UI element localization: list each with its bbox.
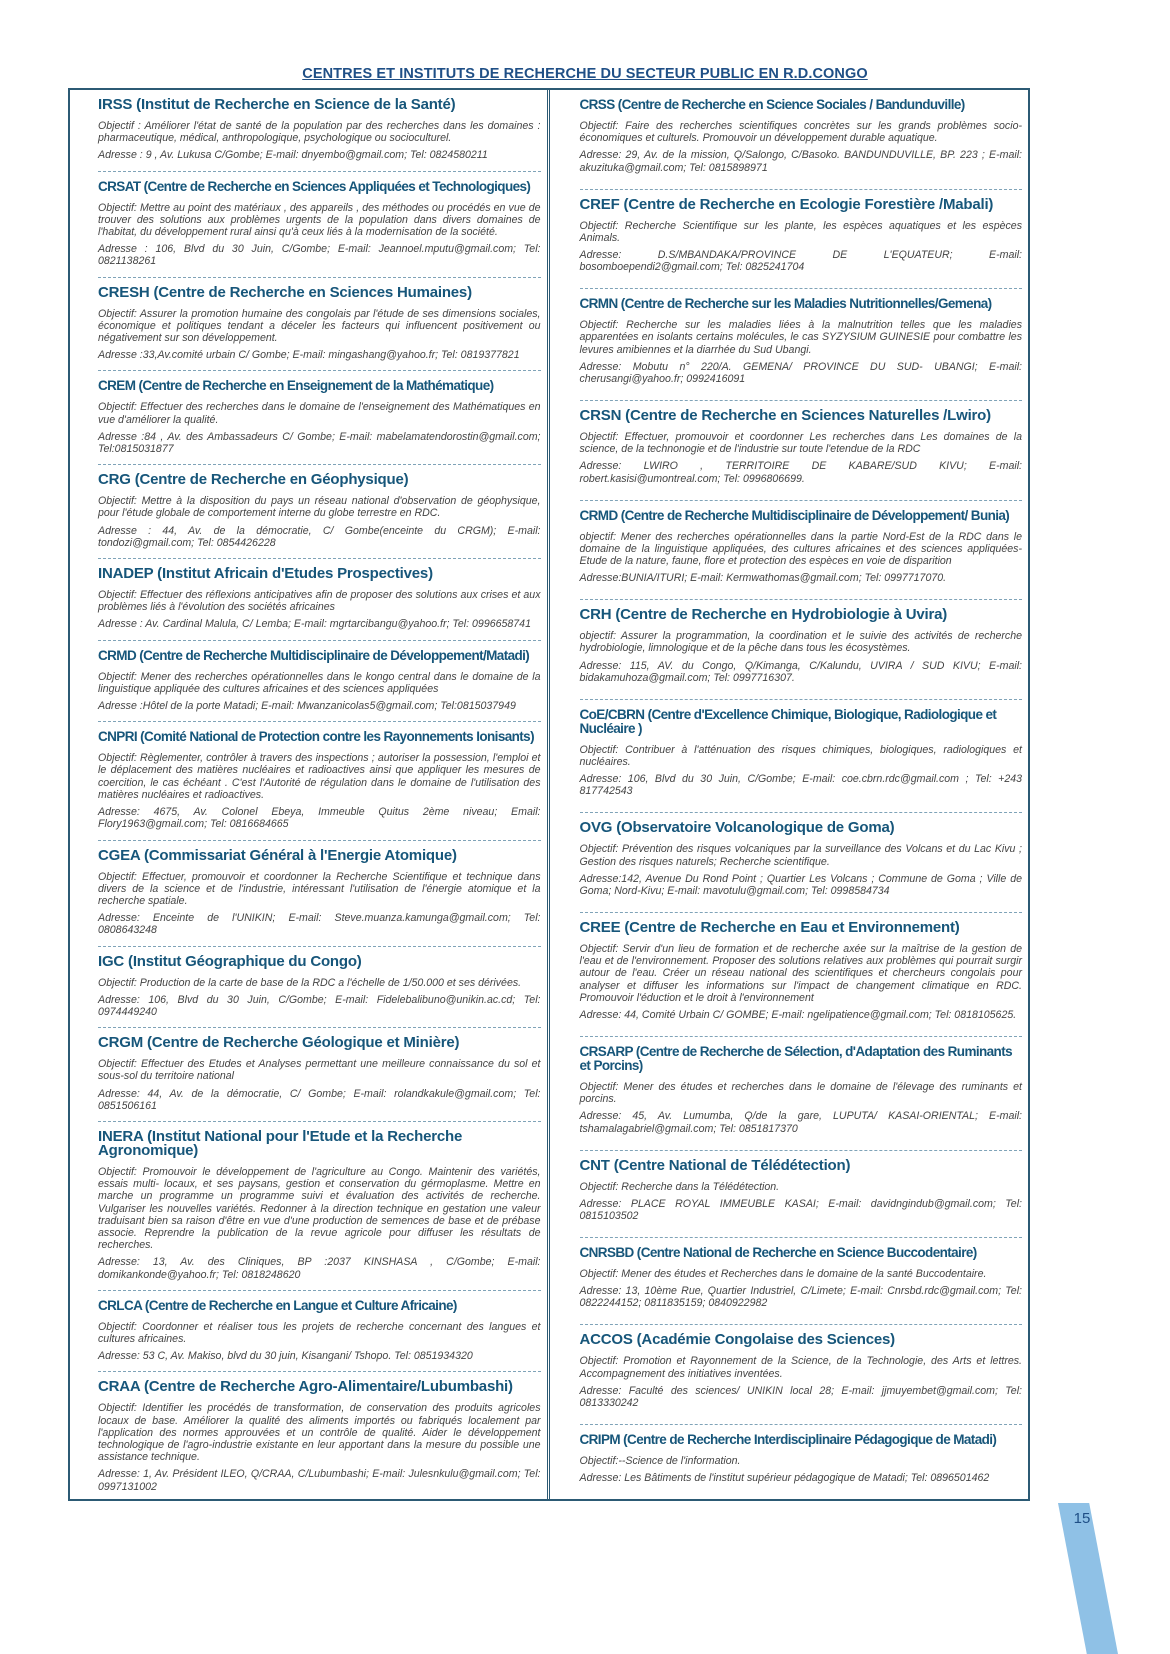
institute-address: Adresse: 29, Av. de la mission, Q/Salongo, C/Basoko. BANDUNDUVILLE, BP. 223 ; E-mail: akuzituka@gmail.com; Tel: 0815898971: [579, 149, 1022, 174]
institute-name: CREE (Centre de Recherche en Eau et Environnement): [579, 918, 960, 936]
institute-name: CREM (Centre de Recherche en Enseignement de la Mathématique): [98, 378, 494, 394]
institute-objective: Objectif: Effectuer des Etudes et Analyses permettant une meilleure connaissance du sol et sous-sol du territoire national: [98, 1058, 541, 1083]
institute-name: ACCOS (Académie Congolaise des Sciences): [579, 1331, 895, 1349]
institute-address: Adresse:142, Avenue Du Rond Point ; Quartier Les Volcans ; Commune de Goma ; Ville de Goma; Nord-Kivu; E-mail: mavotulu@gmail.com; Tel: 0998584734: [579, 872, 1022, 897]
institute-name: CNT (Centre National de Télédétection): [579, 1156, 851, 1174]
institute-address: Adresse: Enceinte de l'UNIKIN; E-mail: Steve.muanza.kamunga@gmail.com; Tel: 0808643248: [98, 912, 541, 937]
institute-entry: [580, 1238, 1023, 1325]
institute-objective: Objectif: Prévention des risques volcaniques par la surveillance des Volcans et du Lac Kivu ; Gestion des risques naturels; Recherche scientifique.: [579, 843, 1022, 868]
institute-name: CRSS (Centre de Recherche en Science Sociales / Bandunduville): [579, 97, 965, 112]
institute-entry: [580, 1325, 1023, 1425]
institute-name: CRMD (Centre de Recherche Multidisciplinaire de Développement/Matadi): [98, 647, 530, 663]
left-column: [70, 90, 550, 1499]
institute-entry: [580, 90, 1023, 190]
institute-objective: Objectif: Mettre au point des matériaux , des appareils , des méthodes ou procédés en vue de trouver des solutions aux problèmes urgents de la population dans divers domaines de l'habitat, du développement rural ainsi qu'à ceux liés à la modernisation de la société.: [98, 201, 541, 239]
institute-objective: Objectif: Mettre à la disposition du pays un réseau national d'observation de géophysique, pour l'étude globale de comportement interne du globe terrestre en RDC.: [98, 495, 541, 520]
institute-entry: [580, 501, 1023, 601]
institute-address: Adresse: 13, Av. des Cliniques, BP :2037 KINSHASA , C/Gombe; E-mail: domikankonde@yahoo.fr; Tel: 0818248620: [98, 1256, 541, 1281]
institute-name: CRGM (Centre de Recherche Géologique et Minière): [98, 1034, 460, 1052]
institute-objective: Objectif: Servir d'un lieu de formation et de recherche axée sur la maîtrise de la gestion de l'eau et de l'environnement. Proposer des solutions relatives aux problèmes qui pourrait surgir autour de l'eau. Créer un réseau national des scientifiques et chercheurs congolais pour analyser et diffuser les informations sur l'impact de changement climatique en RDC. Promouvoir l'éduction et le droit à l'environnement: [579, 942, 1022, 1004]
institute-name: CRLCA (Centre de Recherche en Langue et Culture Africaine): [98, 1297, 457, 1313]
institute-address: Adresse: 106, Blvd du 30 Juin, C/Gombe; E-mail: coe.cbrn.rdc@gmail.com ; Tel: +243 817742543: [579, 773, 1022, 798]
institute-entry: [580, 600, 1023, 700]
institute-objective: Objectif: Mener des études et recherches dans le domaine de l'élevage des ruminants et porcins.: [579, 1080, 1022, 1106]
page-number: 15: [1073, 1510, 1091, 1527]
institute-name: CRSARP (Centre de Recherche de Sélection, d'Adaptation des Ruminants et Porcins): [579, 1043, 1013, 1073]
institute-name: CRH (Centre de Recherche en Hydrobiologie à Uvira): [579, 606, 948, 624]
institute-address: Adresse: PLACE ROYAL IMMEUBLE KASAI; E-mail: davidngindub@gmail.com; Tel: 0815103502: [579, 1197, 1022, 1222]
institute-address: Adresse: 4675, Av. Colonel Ebeya, Immeuble Quitus 2ème niveau; Email: Flory1963@gmail.com; Tel: 0816684665: [98, 806, 541, 831]
institute-entry: [580, 1151, 1023, 1238]
institute-name: CNPRI (Comité National de Protection contre les Rayonnements Ionisants): [98, 729, 534, 745]
institute-entry: [580, 1425, 1023, 1499]
institute-address: Adresse: 13, 10ème Rue, Quartier Industriel, C/Limete; E-mail: Cnrsbd.rdc@gmail.com; Tel: 0822244152; 0811835159; 0840922982: [579, 1285, 1022, 1310]
directory-frame: [68, 88, 1030, 1501]
institute-entry: [98, 90, 541, 172]
institute-name: CRSAT (Centre de Recherche en Sciences Appliquées et Technologiques): [98, 178, 531, 194]
institute-entry: [98, 559, 541, 641]
institute-name: CNRSBD (Centre National de Recherche en Science Buccodentaire): [579, 1244, 977, 1260]
institute-entry: [580, 700, 1023, 814]
institute-objective: Objectif: Effectuer, promouvoir et coordonner la Recherche Scientifique et technique dans divers de la science et de l'industrie, intéressant l'utilisation de l'énergie atomique et la recherche spatiale.: [98, 870, 541, 907]
institute-entry: [580, 1037, 1023, 1151]
institute-name: INADEP (Institut Africain d'Etudes Prospectives): [98, 565, 433, 583]
institute-entry: [580, 401, 1023, 501]
institute-entry: [98, 1372, 541, 1501]
institute-entry: [580, 813, 1023, 913]
institute-address: Adresse: Mobutu n° 220/A. GEMENA/ PROVINCE DU SUD- UBANGI; E-mail: cherusangi@yahoo.fr; 0992416091: [579, 360, 1022, 385]
institute-address: Adresse :84 , Av. des Ambassadeurs C/ Gombe; E-mail: mabelamatendorostin@gmail.com; Tel:0815031877: [98, 430, 541, 456]
institute-address: Adresse: 1, Av. Président ILEO, Q/CRAA, C/Lubumbashi; E-mail: Julesnkulu@gmail.com; Tel: 0997131002: [98, 1468, 541, 1493]
institute-objective: Objectif: Mener des études et Recherches dans le domaine de la santé Buccodentaire.: [579, 1267, 987, 1280]
page-title: CENTRES ET INSTITUTS DE RECHERCHE DU SECTEUR PUBLIC EN R.D.CONGO: [302, 66, 868, 82]
institute-name: OVG (Observatoire Volcanologique de Goma): [579, 819, 895, 837]
institute-objective: Objectif: Contribuer à l'atténuation des risques chimiques, biologiques, radiologiques et nucléaires.: [579, 743, 1022, 768]
institute-address: Adresse : 44, Av. de la démocratie, C/ Gombe(enceinte du CRGM); E-mail: tondozi@gmail.com; Tel: 0854426228: [98, 524, 541, 549]
institute-address: Adresse: 106, Blvd du 30 Juin, C/Gombe; E-mail: Fidelebalibuno@unikin.ac.cd; Tel: 0974449240: [98, 993, 541, 1018]
institute-objective: Objectif: Assurer la promotion humaine des congolais par l'étude de ses dimensions sociales, économique et politiques tendant a déceler les facteurs qui influencent positivement ou négativement sur son développement.: [98, 307, 541, 345]
institute-address: Adresse: 44, Comité Urbain C/ GOMBE; E-mail: ngelipatience@gmail.com; Tel: 0818105625.: [579, 1008, 1017, 1021]
institute-entry: [98, 1291, 541, 1373]
institute-objective: Objectif: Recherche dans la Télédétection.: [579, 1180, 780, 1193]
institute-objective: objectif: Mener des recherches opérationnelles dans la partie Nord-Est de la RDC dans le domaine de la linguistique appliquées, des cultures africaines et des sciences appliquées-Etude de la nature, faune, flore et protection des espèces en voie de disparition: [579, 530, 1022, 567]
institute-name: CRAA (Centre de Recherche Agro-Alimentaire/Lubumbashi): [98, 1378, 513, 1396]
institute-name: CRMN (Centre de Recherche sur les Maladies Nutritionnelles/Gemena): [579, 296, 992, 312]
institute-objective: Objectif: Coordonner et réaliser tous les projets de recherche concernant des langues et cultures africaines.: [98, 1320, 541, 1345]
institute-name: CRESH (Centre de Recherche en Sciences Humaines): [98, 283, 472, 301]
institute-entry: [98, 841, 541, 947]
institute-address: Adresse:BUNIA/ITURI; E-mail: Kermwathomas@gmail.com; Tel: 0997717070.: [579, 572, 947, 585]
institute-objective: Objectif: Effectuer des recherches dans le domaine de l'enseignement des Mathématiques en vue d'améliorer la qualité.: [98, 401, 541, 426]
institute-objective: Objectif: Effectuer des réflexions anticipatives afin de proposer des solutions aux crises et aux problèmes liés à l'évolution des sociétés africaines: [98, 589, 541, 614]
institute-name: CREF (Centre de Recherche en Ecologie Forestière /Mabali): [579, 195, 994, 213]
institute-objective: Objectif: Faire des recherches scientifiques concrètes sur les grands problèmes socio-économiques et culturels. Promouvoir un développement durable aquatique.: [579, 120, 1022, 145]
institute-objective: Objectif: Promouvoir le développement de l'agriculture au Congo. Maintenir des variétés, essais multi- locaux, et ses paysans, gestion et conservation du gérmoplasme. Mettre en marche un programme un programme suivi et évaluation des activités de recherche. Vulgariser les nouvelles variétés. Redonner à la direction technique en gestation une valeur traduisant bien sa raison d'être en vue d'une production de semences de base et de prébase associe. Reprendre la publication de la revue agricole pour diffuser les résultats de recherches.: [98, 1165, 541, 1252]
institute-address: Adresse : 106, Blvd du 30 Juin, C/Gombe; E-mail: Jeannoel.mputu@gmail.com; Tel: 0821138261: [98, 243, 541, 268]
institute-objective: Objectif : Améliorer l'état de santé de la population par des recherches dans les domaines : pharmaceutique, médical, anthropologique, psychologique ou socioculturel.: [98, 120, 541, 145]
institute-entry: [98, 172, 541, 278]
institute-entry: [98, 371, 541, 465]
institute-address: Adresse :33,Av.comité urbain C/ Gombe; E-mail: mingashang@yahoo.fr; Tel: 0819377821: [98, 349, 520, 362]
institute-name: CRMD (Centre de Recherche Multidisciplinaire de Développement/ Bunia): [579, 507, 1010, 523]
institute-address: Adresse : Av. Cardinal Malula, C/ Lemba; E-mail: mgrtarcibangu@yahoo.fr; Tel: 0996658741: [98, 618, 531, 631]
institute-objective: Objectif: Mener des recherches opérationnelles dans le kongo central dans le domaine de la linguistique appliquée des cultures africaines et des sciences appliquées: [98, 670, 541, 695]
right-column: [550, 90, 1029, 1499]
institute-name: CRG (Centre de Recherche en Géophysique): [98, 471, 409, 489]
institute-address: Adresse: 45, Av. Lumumba, Q/de la gare, LUPUTA/ KASAI-ORIENTAL; E-mail: tshamalagabriel@gmail.com; Tel: 0851817370: [579, 1110, 1022, 1135]
institute-name: CoE/CBRN (Centre d'Excellence Chimique, Biologique, Radiologique et Nucléaire ): [579, 706, 997, 736]
institute-name: CRSN (Centre de Recherche en Sciences Naturelles /Lwiro): [579, 406, 991, 424]
institute-objective: objectif: Assurer la programmation, la coordination et le suivie des activités de recherche hydrobiologie, limnologique et de la pêche dans tous les écosystèmes.: [579, 630, 1022, 655]
institute-address: Adresse: Les Bâtiments de l'institut supérieur pédagogique de Matadi; Tel: 0896501462: [579, 1472, 990, 1485]
institute-address: Adresse: 115, AV. du Congo, Q/Kimanga, C/Kalundu, UVIRA / SUD KIVU; E-mail: bidakamuhoza@gmail.com; Tel: 0997716307.: [579, 659, 1022, 684]
institute-entry: [98, 278, 541, 372]
institute-entry: [580, 190, 1023, 290]
institute-objective: Objectif: Promotion et Rayonnement de la Science, de la Technologie, des Arts et lettres. Accompagnement des initiatives inventées.: [579, 1355, 1022, 1380]
institute-entry: [98, 1122, 541, 1291]
institute-objective: Objectif: Production de la carte de base de la RDC a l'échelle de 1/50.000 et ses dérivées.: [98, 976, 522, 989]
institute-address: Adresse: LWIRO , TERRITOIRE DE KABARE/SUD KIVU; E-mail: robert.kasisi@umontreal.com; Tel: 0996806699.: [579, 460, 1022, 485]
institute-objective: Objectif: Identifier les procédés de transformation, de conservation des produits agricoles locaux de base. Améliorer la qualité des aliments importés ou fabriqués localement par l'application des normes approuvées et un contrôle de qualité. Aider le développement technologique de l'agro-industrie existante en leur apportant dans la mesure du possible une assistance technique.: [98, 1402, 541, 1464]
institute-address: Adresse: Faculté des sciences/ UNIKIN local 28; E-mail: jjmuyembet@gmail.com; Tel: 0813330242: [579, 1384, 1022, 1409]
institute-address: Adresse :Hôtel de la porte Matadi; E-mail: Mwanzanicolas5@gmail.com; Tel:0815037949: [98, 700, 516, 713]
institute-name: IGC (Institut Géographique du Congo): [98, 952, 362, 970]
institute-entry: [580, 289, 1023, 401]
institute-name: CRIPM (Centre de Recherche Interdisciplinaire Pédagogique de Matadi): [579, 1431, 997, 1447]
institute-entry: [98, 641, 541, 723]
institute-objective: Objectif:--Science de l'information.: [579, 1454, 741, 1467]
institute-objective: Objectif: Recherche sur les maladies liées à la malnutrition telles que les maladies apparentées en isolants certains molécules, le cas SYZYSIUM GUINESIE pour combattre les levures amibiennes et la diarrhée du Sud Ubangi.: [579, 319, 1022, 356]
institute-address: Adresse: 53 C, Av. Makiso, blvd du 30 juin, Kisangani/ Tshopo. Tel: 0851934320: [98, 1350, 473, 1363]
institute-entry: [580, 913, 1023, 1037]
institute-name: IRSS (Institut de Recherche en Science de la Santé): [98, 96, 456, 113]
institute-entry: [98, 722, 541, 840]
institute-entry: [98, 947, 541, 1029]
institute-name: INERA (Institut National pour l'Etude et la Recherche Agronomique): [98, 1127, 463, 1159]
institute-entry: [98, 1028, 541, 1122]
institute-entry: [98, 465, 541, 559]
institute-objective: Objectif: Recherche Scientifique sur les plante, les espèces aquatiques et les espèces Animals.: [579, 219, 1022, 244]
institute-address: Adresse : 9 , Av. Lukusa C/Gombe; E-mail: dnyembo@gmail.com; Tel: 0824580211: [98, 149, 488, 162]
institute-objective: Objectif: Règlementer, contrôler à travers des inspections ; autoriser la possession, l'emploi et le déplacement des matières nucléaires et radioactives ainsi que appliquer les mesures de coercition, le cas échéant . C'est l'Autorité de régulation dans le domaine de l'utilisation des matières nucléaires et radioactives.: [98, 752, 541, 801]
institute-address: Adresse: D.S/MBANDAKA/PROVINCE DE L'EQUATEUR; E-mail: bosomboependi2@gmail.com; Tel: 0825241704: [579, 249, 1022, 274]
institute-objective: Objectif: Effectuer, promouvoir et coordonner Les recherches dans Les domaines de la science, de la technonogie et de l'industrie sur toute l'etendue de la RDC: [579, 430, 1022, 456]
institute-name: CGEA (Commissariat Général à l'Energie Atomique): [98, 846, 457, 864]
institute-address: Adresse: 44, Av. de la démocratie, C/ Gombe; E-mail: rolandkakule@gmail.com; Tel: 0851506161: [98, 1087, 541, 1112]
